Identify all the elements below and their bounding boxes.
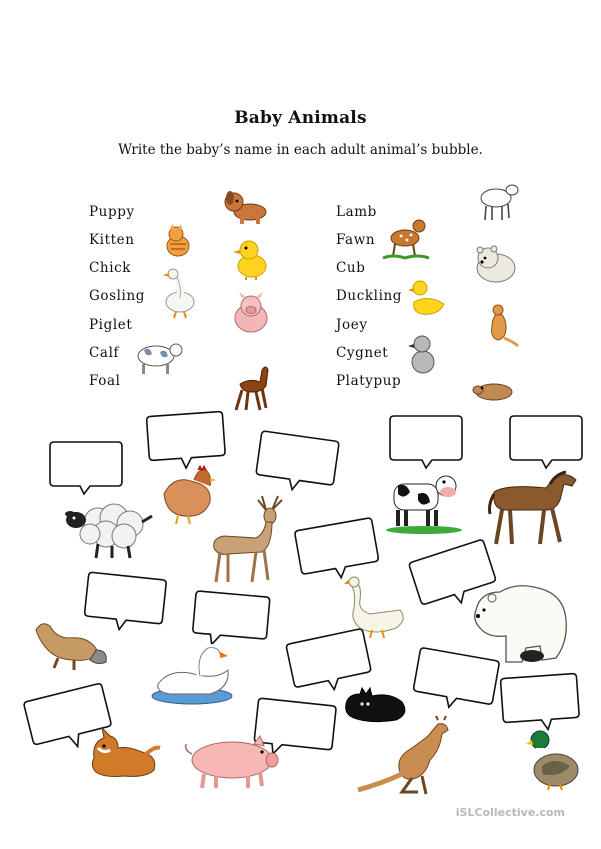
duck-picture: [526, 726, 582, 792]
platypup-picture: [472, 376, 518, 404]
chick-picture: [232, 238, 270, 280]
cygnet-picture: [408, 332, 438, 376]
duckling-picture: [408, 278, 448, 320]
instruction-text: Write the baby’s name in each adult animal’s bubble.: [118, 142, 483, 158]
word-gosling: Gosling: [89, 288, 146, 304]
speech-bubble-icon: [508, 414, 584, 470]
piglet-picture: [231, 292, 271, 336]
goose-picture: [344, 574, 410, 640]
dog-picture: [84, 726, 160, 784]
polar-bear-picture: [466, 576, 574, 666]
word-joey: Joey: [336, 317, 368, 333]
kangaroo-picture: [356, 716, 460, 796]
speech-bubble-icon: [388, 414, 464, 470]
watermark: iSLCollective.com: [455, 806, 565, 819]
speech-bubble-icon: [146, 410, 226, 470]
foal-picture: [232, 356, 270, 412]
word-cub: Cub: [336, 260, 366, 276]
page-title: Baby Animals: [234, 108, 367, 128]
fawn-picture: [383, 214, 429, 260]
speech-bubble-icon: [256, 432, 338, 496]
word-puppy: Puppy: [89, 204, 135, 220]
gosling-picture: [160, 268, 196, 320]
answer-bubble-sheep[interactable]: [48, 440, 124, 496]
word-lamb: Lamb: [336, 204, 377, 220]
word-fawn: Fawn: [336, 232, 376, 248]
word-piglet: Piglet: [89, 317, 133, 333]
pig-picture: [180, 736, 280, 790]
sheep-picture: [62, 496, 154, 560]
platypus-picture: [32, 616, 108, 672]
joey-picture: [484, 302, 520, 348]
word-platypup: Platypup: [336, 373, 402, 389]
kitten-picture: [162, 224, 194, 258]
cub-picture: [472, 244, 518, 284]
word-calf: Calf: [89, 345, 120, 361]
answer-bubble-deer[interactable]: [256, 432, 338, 496]
swan-picture: [150, 640, 236, 706]
hen-picture: [154, 466, 216, 524]
word-duckling: Duckling: [336, 288, 403, 304]
answer-bubble-hen[interactable]: [146, 410, 226, 470]
answer-bubble-duck[interactable]: [500, 672, 580, 734]
speech-bubble-icon: [48, 440, 124, 496]
word-kitten: Kitten: [89, 232, 135, 248]
puppy-picture: [220, 190, 272, 226]
calf-picture: [134, 338, 184, 376]
answer-bubble-horse[interactable]: [508, 414, 584, 470]
speech-bubble-icon: [500, 672, 580, 734]
horse-picture: [486, 470, 582, 548]
lamb-picture: [474, 180, 520, 222]
word-foal: Foal: [89, 373, 121, 389]
answer-bubble-cow[interactable]: [388, 414, 464, 470]
deer-picture: [208, 492, 298, 584]
word-chick: Chick: [89, 260, 132, 276]
cow-picture: [384, 470, 464, 534]
word-cygnet: Cygnet: [336, 345, 389, 361]
